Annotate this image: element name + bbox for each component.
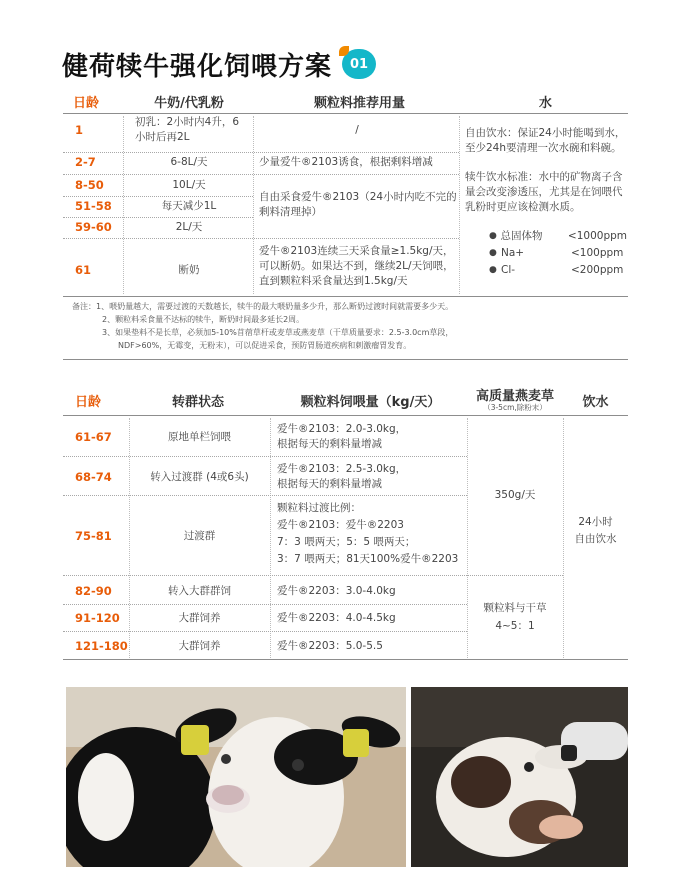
header-water: 水 xyxy=(538,96,552,111)
water-note-free: 自由饮水：保证24小时能喝到水，至少24h要清理一次水碗和料碗。 xyxy=(465,127,626,154)
header-hay-sub: （3-5cm,除粉末） xyxy=(483,403,547,412)
table2-header xyxy=(63,382,628,416)
note-line: NDF>60%，无霉变，无粉末），可以促进采食，预防胃肠道疾病和刺激瘤胃发育。 xyxy=(118,341,412,350)
notes xyxy=(72,300,628,352)
t1-row6-grain: 爱牛®2103连续三天采食量≥1.5kg/天，可以断奶。如果达不到，继续2L/天饲喂，直到颗粒料采食量达到1.5kg/天 xyxy=(259,245,454,287)
calf-photo-left xyxy=(66,687,406,867)
t1-row4-grain: 自由采食爱牛®2103（24小时内吃不完的剩料清理掉） xyxy=(259,191,457,218)
transition-feeding-table xyxy=(63,382,628,662)
t2-row4-grain: 爱牛®2203：3.0-4.0kg xyxy=(277,585,396,597)
header-day: 日龄 xyxy=(75,395,102,410)
water-standard-row: ● Na+ <100ppm xyxy=(489,247,624,259)
t1-row1-milk: 初乳：2小时内4升，6小时后再2L xyxy=(135,116,240,143)
t1-row2-grain: 少量爱牛®2103诱食，根据剩料增减 xyxy=(259,156,433,168)
t1-row4-day: 51-58 xyxy=(75,199,112,213)
note-line: 备注：1、喂奶量越大，需要过渡的天数越长，犊牛的最大喂奶量多少升，那么断奶过渡时间就需要多少天。 xyxy=(72,302,454,311)
calf-photo-right xyxy=(411,687,628,867)
header-day: 日龄 xyxy=(73,96,100,111)
t2-row5-day: 91-120 xyxy=(75,611,120,625)
t1-row2-day: 2-7 xyxy=(75,155,96,169)
header-status: 转群状态 xyxy=(171,395,224,410)
t2-row3-day: 75-81 xyxy=(75,529,112,543)
section-badge: 01 xyxy=(342,49,376,79)
water-standard-row: ● Cl- <200ppm xyxy=(489,264,624,276)
t1-row3-day: 8-50 xyxy=(75,178,104,192)
t1-row3-milk: 10L/天 xyxy=(172,179,206,191)
bullet-icon: ● xyxy=(489,231,497,241)
title-row xyxy=(62,44,376,84)
t1-row6-milk: 断奶 xyxy=(178,264,200,276)
bullet-icon: ● xyxy=(489,248,497,258)
t2-row3-grain: 颗粒料过渡比例： 爱牛®2103：爱牛®2203 7：3 喂两天；5：5 喂两天； 3：7 喂两天；81天100%爱牛®2203 xyxy=(277,502,459,565)
t2-row4-status: 转入大群群饲 xyxy=(168,585,231,597)
t1-row1-day: 1 xyxy=(75,123,84,137)
t2-row5-status: 大群饲养 xyxy=(178,612,221,624)
t2-row6-grain: 爱牛®2203：5.0-5.5 xyxy=(277,640,383,652)
t1-row1-grain: / xyxy=(355,124,359,136)
t2-row2-day: 68-74 xyxy=(75,470,112,484)
t1-row2-milk: 6-8L/天 xyxy=(170,156,208,168)
table1-header xyxy=(63,86,628,114)
t2-row6-day: 121-180 xyxy=(75,639,128,653)
water-standard-row: ● 总固体物 <1000ppm xyxy=(489,230,627,242)
drinking-water: 24小时 自由饮水 xyxy=(574,516,617,545)
header-hay: 高质量燕麦草 xyxy=(475,389,554,404)
t2-row2-status: 转入过渡群 (4或6头) xyxy=(150,471,249,483)
calf-photos xyxy=(66,687,628,867)
bullet-icon: ● xyxy=(489,265,497,275)
page-title: 健荷犊牛强化饲喂方案 xyxy=(62,51,333,82)
water-note-standard: 犊牛饮水标准：水中的矿物离子含量会改变渗透压，尤其是在饲喂代乳粉时更应该检测水质。 xyxy=(465,171,623,213)
header-grain-amount: 颗粒料饲喂量（kg/天） xyxy=(300,395,441,410)
note-line: 3、如果垫料不是长草，必须加5-10%苜蓿草杆或麦草或燕麦草（干草质量要求：2.5-3.0cm草段， xyxy=(102,328,454,337)
t2-row1-grain: 爱牛®2103：2.0-3.0kg， 根据每天的剩料量增减 xyxy=(277,423,407,450)
hay-amount: 350g/天 xyxy=(494,489,536,501)
note-line: 2、颗粒料采食量不达标的犊牛，断奶时间最多延长2周。 xyxy=(102,315,305,324)
header-drink: 饮水 xyxy=(582,395,609,410)
t2-row4-day: 82-90 xyxy=(75,584,112,598)
t2-row6-status: 大群饲养 xyxy=(178,640,221,652)
t1-row5-milk: 2L/天 xyxy=(175,221,203,233)
t2-row1-day: 61-67 xyxy=(75,430,112,444)
t1-row5-day: 59-60 xyxy=(75,220,112,234)
t2-row5-grain: 爱牛®2203：4.0-4.5kg xyxy=(277,612,396,624)
t1-row6-day: 61 xyxy=(75,263,92,277)
t1-row4-milk: 每天减少1L xyxy=(161,200,217,212)
t2-row1-status: 原地单栏饲喂 xyxy=(168,431,231,443)
t2-row3-status: 过渡群 xyxy=(183,530,216,542)
water-info xyxy=(465,126,627,280)
header-milk: 牛奶/代乳粉 xyxy=(154,96,224,111)
t2-row2-grain: 爱牛®2103：2.5-3.0kg， 根据每天的剩料量增减 xyxy=(277,463,407,490)
grain-hay-ratio: 颗粒料与干草 4~5：1 xyxy=(483,602,547,632)
header-grain: 颗粒料推荐用量 xyxy=(313,96,405,111)
milk-feeding-table xyxy=(63,86,628,296)
